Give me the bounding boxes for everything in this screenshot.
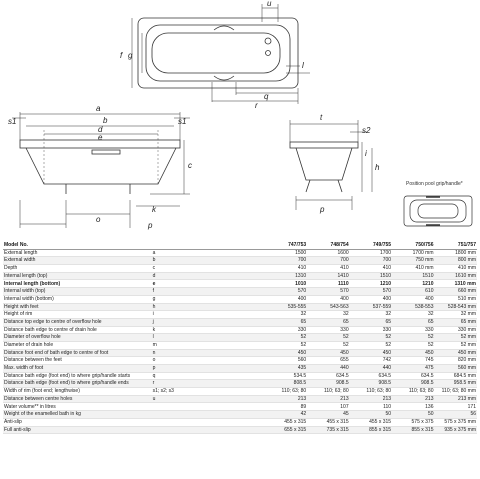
row-value: 475: [392, 365, 434, 373]
row-value: 1310 mm: [435, 280, 478, 288]
row-parameter: Height of rim: [3, 311, 152, 319]
row-value: 50: [350, 411, 392, 419]
table-row: [3, 365, 477, 373]
table-row: [3, 303, 477, 311]
row-value: 660 mm: [435, 288, 478, 296]
row-value: 735 x 315: [307, 426, 349, 434]
row-value: 855 x 315: [350, 426, 392, 434]
row-value: 1210: [392, 280, 434, 288]
row-value: 935 x 375 mm: [435, 426, 478, 434]
row-parameter: Anti-slip: [3, 418, 152, 426]
row-value: 410: [307, 265, 349, 273]
label-f: f: [120, 51, 123, 60]
row-value: 700: [307, 257, 349, 265]
label-d: d: [98, 125, 103, 134]
row-value: 330: [265, 326, 307, 334]
row-value: 450: [392, 349, 434, 357]
row-symbol: q: [152, 372, 265, 380]
row-value: 684.5 mm: [435, 372, 478, 380]
row-value: 400: [265, 295, 307, 303]
row-value: 570: [265, 288, 307, 296]
table-row: [3, 257, 477, 265]
header-col-2: 748/754: [307, 242, 349, 249]
row-parameter: Water volume** in litres: [3, 403, 152, 411]
row-value: 820 mm: [435, 357, 478, 365]
row-symbol: n: [152, 349, 265, 357]
row-symbol: c: [152, 265, 265, 273]
row-value: 1010: [265, 280, 307, 288]
row-symbol: h: [152, 303, 265, 311]
row-value: 32: [265, 311, 307, 319]
row-value: 330: [307, 326, 349, 334]
header-symbol: [152, 242, 265, 249]
row-value: 110: [350, 403, 392, 411]
label-g: g: [128, 51, 133, 60]
row-value: 745: [392, 357, 434, 365]
row-value: 634.5: [350, 372, 392, 380]
row-parameter: Diameter of overflow hole: [3, 334, 152, 342]
table-row: [3, 311, 477, 319]
row-parameter: Weight of the enamelled bath in kg: [3, 411, 152, 419]
row-value: 52: [392, 341, 434, 349]
row-value: 575 x 375: [392, 418, 434, 426]
row-symbol: k: [152, 326, 265, 334]
table-row: [3, 326, 477, 334]
label-e: e: [98, 133, 103, 142]
table-row: [3, 334, 477, 342]
table-row: [3, 372, 477, 380]
row-symbol: [152, 411, 265, 419]
row-parameter: Distance bath edge (foot end) to where grip/handle ends: [3, 380, 152, 388]
row-value: 634.5: [392, 372, 434, 380]
row-value: 575 x 375 mm: [435, 418, 478, 426]
pool-grip-drawing: [404, 196, 472, 226]
row-value: 52: [350, 334, 392, 342]
row-parameter: External length: [3, 249, 152, 257]
row-value: 52 mm: [435, 334, 478, 342]
row-value: 213: [392, 395, 434, 403]
row-symbol: g: [152, 295, 265, 303]
row-value: 560 mm: [435, 365, 478, 373]
row-symbol: e: [152, 280, 265, 288]
header-col-1: 747/753: [265, 242, 307, 249]
table-row: [3, 418, 477, 426]
label-c: c: [188, 161, 192, 170]
row-parameter: Distance bath edge to centre of drain hole: [3, 326, 152, 334]
row-value: 32: [307, 311, 349, 319]
row-value: 1700: [350, 249, 392, 257]
row-value: 455 x 315: [350, 418, 392, 426]
row-symbol: b: [152, 257, 265, 265]
label-h: h: [375, 163, 380, 172]
row-symbol: f: [152, 288, 265, 296]
table-row: [3, 349, 477, 357]
row-value: 330 mm: [435, 326, 478, 334]
row-value: 1510: [392, 272, 434, 280]
row-symbol: i: [152, 311, 265, 319]
row-value: 52 mm: [435, 341, 478, 349]
row-value: 742: [350, 357, 392, 365]
label-i: i: [365, 149, 367, 158]
row-value: 455 x 315: [265, 418, 307, 426]
row-value: 89: [265, 403, 307, 411]
row-parameter: Distance between centre holes: [3, 395, 152, 403]
header-col-3: 749/755: [350, 242, 392, 249]
row-value: 1800 mm: [435, 249, 478, 257]
row-value: 700: [350, 257, 392, 265]
row-value: 213 mm: [435, 395, 478, 403]
table-row: [3, 411, 477, 419]
row-value: 958.5 mm: [435, 380, 478, 388]
row-parameter: External width: [3, 257, 152, 265]
row-value: 543-563: [307, 303, 349, 311]
label-a: a: [96, 104, 101, 113]
row-value: 65 mm: [435, 318, 478, 326]
row-value: 52: [307, 341, 349, 349]
label-k: k: [152, 205, 156, 214]
row-value: 855 x 315: [392, 426, 434, 434]
row-value: 410: [350, 265, 392, 273]
row-value: 410 mm: [435, 265, 478, 273]
row-value: 65: [265, 318, 307, 326]
label-s1-right: s1: [178, 117, 187, 126]
row-value: 65: [307, 318, 349, 326]
row-value: 110; 63; 80: [350, 388, 392, 396]
row-value: 50: [392, 411, 434, 419]
row-value: 1500: [265, 249, 307, 257]
pool-grip-caption: Position pool grip/handle*: [406, 181, 463, 187]
row-symbol: [152, 426, 265, 434]
label-u: u: [267, 0, 272, 8]
table-row: [3, 288, 477, 296]
table-row: [3, 318, 477, 326]
row-value: 136: [392, 403, 434, 411]
row-parameter: Distance top edge to centre of overflow hole: [3, 318, 152, 326]
row-symbol: r: [152, 380, 265, 388]
row-parameter: Internal length (top): [3, 272, 152, 280]
row-value: 1600: [307, 249, 349, 257]
label-s2: s2: [362, 126, 371, 135]
row-parameter: Height with feet: [3, 303, 152, 311]
row-value: 537-559: [350, 303, 392, 311]
row-parameter: Internal width (bottom): [3, 295, 152, 303]
row-value: 560: [265, 357, 307, 365]
row-symbol: a: [152, 249, 265, 257]
row-value: 400: [307, 295, 349, 303]
row-symbol: j: [152, 318, 265, 326]
header-col-5: 751/757: [435, 242, 478, 249]
row-value: 808.5: [265, 380, 307, 388]
row-value: 110; 63; 80 mm: [435, 388, 478, 396]
row-value: 455 x 315: [307, 418, 349, 426]
row-symbol: [152, 403, 265, 411]
table-row: [3, 295, 477, 303]
row-value: 52: [350, 341, 392, 349]
row-value: 213: [265, 395, 307, 403]
row-value: 45: [307, 411, 349, 419]
row-value: 440: [350, 365, 392, 373]
label-r: r: [255, 101, 258, 110]
row-value: 52: [265, 341, 307, 349]
row-value: 1510: [350, 272, 392, 280]
top-view-drawing: [132, 4, 310, 104]
row-value: 32 mm: [435, 311, 478, 319]
row-symbol: p: [152, 365, 265, 373]
row-value: 56: [435, 411, 478, 419]
row-value: 750 mm: [392, 257, 434, 265]
row-value: 400: [350, 295, 392, 303]
label-p-side: p: [320, 205, 325, 214]
row-value: 410 mm: [392, 265, 434, 273]
table-row: [3, 280, 477, 288]
table-header-row: [3, 242, 477, 249]
row-value: 528-543 mm: [435, 303, 478, 311]
row-value: 450: [265, 349, 307, 357]
label-l: l: [302, 61, 304, 70]
row-value: 1110: [307, 280, 349, 288]
row-value: 634.5: [307, 372, 349, 380]
row-value: 700: [265, 257, 307, 265]
row-parameter: Internal width (top): [3, 288, 152, 296]
row-value: 450: [350, 349, 392, 357]
row-value: 400: [392, 295, 434, 303]
row-symbol: u: [152, 395, 265, 403]
label-b: b: [103, 116, 108, 125]
row-value: 908.5: [350, 380, 392, 388]
row-value: 110; 63; 80: [265, 388, 307, 396]
row-value: 908.5: [392, 380, 434, 388]
row-value: 1700 mm: [392, 249, 434, 257]
row-value: 330: [350, 326, 392, 334]
row-parameter: Distance bath edge (foot end) to where grip/handle starts: [3, 372, 152, 380]
table-row: [3, 395, 477, 403]
row-value: 610: [392, 288, 434, 296]
row-parameter: Full anti-slip: [3, 426, 152, 434]
row-value: 330: [392, 326, 434, 334]
header-col-4: 750/756: [392, 242, 434, 249]
row-value: 32: [350, 311, 392, 319]
row-value: 655: [307, 357, 349, 365]
row-symbol: d: [152, 272, 265, 280]
table-row: [3, 426, 477, 434]
row-parameter: Diameter of drain hole: [3, 341, 152, 349]
label-q: q: [264, 92, 269, 101]
row-value: 440: [307, 365, 349, 373]
row-parameter: Width of rim (foot end; lengthwise): [3, 388, 152, 396]
row-parameter: Internal length (bottom): [3, 280, 152, 288]
table-row: [3, 341, 477, 349]
row-value: 171: [435, 403, 478, 411]
label-o: o: [96, 215, 101, 224]
row-value: 450 mm: [435, 349, 478, 357]
row-value: 213: [307, 395, 349, 403]
table-row: [3, 272, 477, 280]
row-symbol: [152, 418, 265, 426]
row-value: 52: [265, 334, 307, 342]
table-row: [3, 388, 477, 396]
row-value: 534.5: [265, 372, 307, 380]
row-value: 570: [350, 288, 392, 296]
row-parameter: Distance foot end of bath edge to centre of foot: [3, 349, 152, 357]
row-value: 800 mm: [435, 257, 478, 265]
row-symbol: l: [152, 334, 265, 342]
row-value: 908.5: [307, 380, 349, 388]
table-row: [3, 249, 477, 257]
row-value: 655 x 315: [265, 426, 307, 434]
row-value: 1610 mm: [435, 272, 478, 280]
label-t: t: [320, 113, 323, 122]
row-value: 213: [350, 395, 392, 403]
table-row: [3, 380, 477, 388]
row-value: 110; 63; 80: [392, 388, 434, 396]
row-value: 1210: [350, 280, 392, 288]
row-value: 42: [265, 411, 307, 419]
header-model: Model No.: [3, 242, 152, 249]
side-view-drawing: [290, 120, 372, 210]
row-parameter: Distance between the feet: [3, 357, 152, 365]
table-row: [3, 357, 477, 365]
row-symbol: m: [152, 341, 265, 349]
row-parameter: Depth: [3, 265, 152, 273]
row-value: 450: [307, 349, 349, 357]
row-value: 510 mm: [435, 295, 478, 303]
table-row: [3, 265, 477, 273]
label-p-front: p: [148, 221, 153, 230]
label-s1-left: s1: [8, 117, 17, 126]
row-value: 538-553: [392, 303, 434, 311]
row-value: 65: [350, 318, 392, 326]
row-value: 65: [392, 318, 434, 326]
dimensions-table: [3, 242, 477, 434]
row-value: 52: [392, 334, 434, 342]
row-value: 32: [392, 311, 434, 319]
row-value: 435: [265, 365, 307, 373]
row-parameter: Max. width of foot: [3, 365, 152, 373]
row-value: 110; 63; 80: [307, 388, 349, 396]
row-value: 1410: [307, 272, 349, 280]
row-value: 535-555: [265, 303, 307, 311]
row-value: 52: [307, 334, 349, 342]
row-value: 107: [307, 403, 349, 411]
row-value: 1310: [265, 272, 307, 280]
row-symbol: s1; s2; s3: [152, 388, 265, 396]
row-symbol: o: [152, 357, 265, 365]
row-value: 570: [307, 288, 349, 296]
table-row: [3, 403, 477, 411]
row-value: 410: [265, 265, 307, 273]
